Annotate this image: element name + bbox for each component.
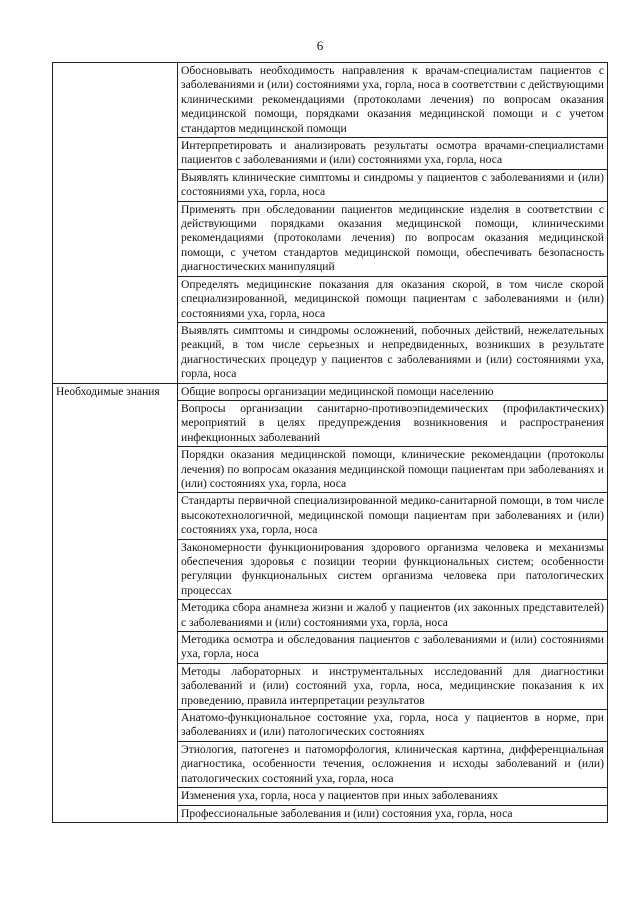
table-cell: Определять медицинские показания для оказания скорой, в том числе скорой специализированной, медицинской помощи пациентам с заболеваниями и (или) состояниями уха, горла, носа xyxy=(178,276,608,322)
requirements-table xyxy=(52,62,608,823)
page-number: 6 xyxy=(316,38,324,53)
row-label-empty xyxy=(53,63,178,384)
table-cell: Порядки оказания медицинской помощи, клинические рекомендации (протоколы лечения) по вопросам оказания медицинской помощи пациентам при заболеваниях и (или) состояниях уха, горла, носа xyxy=(178,447,608,493)
row-label-knowledge: Необходимые знания xyxy=(53,383,178,822)
table-cell: Общие вопросы организации медицинской помощи населению xyxy=(178,383,608,400)
table-cell: Интерпретировать и анализировать результаты осмотра врачами-специалистами пациентов с заболеваниями и (или) состояниями уха, горла, носа xyxy=(178,138,608,170)
table-cell: Стандарты первичной специализированной медико-санитарной помощи, в том числе высокотехнологичной, медицинской помощи пациентам при заболеваниях и (или) состояниях уха, горла, носа xyxy=(178,493,608,539)
table-row xyxy=(53,63,608,138)
table-cell: Методика сбора анамнеза жизни и жалоб у пациентов (их законных представителей) с заболеваниями и (или) состояниями уха, горла, носа xyxy=(178,600,608,632)
table-cell: Методика осмотра и обследования пациентов с заболеваниями и (или) состояниями уха, горла, носа xyxy=(178,632,608,664)
table-cell: Обосновывать необходимость направления к врачам-специалистам пациентов с заболеваниями и (или) состояниями уха, горла, носа в соответствии с действующими клиническими рекомендациями (протоколами лечения) по вопросам оказания медицинской помощи, порядками оказания медицинской помощи и с учетом стандартов медицинской помощи xyxy=(178,63,608,138)
table-cell: Применять при обследовании пациентов медицинские изделия в соответствии с действующими порядками оказания медицинской помощи, клиническими рекомендациями (протоколами лечения) по вопросам оказания медицинской помощи, с учетом стандартов медицинской помощи, обеспечивать безопасность диагностических манипуляций xyxy=(178,201,608,276)
table-row xyxy=(53,383,608,400)
table-cell: Этиология, патогенез и патоморфология, клиническая картина, дифференциальная диагностика, особенности течения, осложнения и исходы заболеваний и (или) патологических состояний уха, горла, носа xyxy=(178,741,608,787)
table-cell: Вопросы организации санитарно-противоэпидемических (профилактических) мероприятий в целях предупреждения возникновения и распространения инфекционных заболеваний xyxy=(178,400,608,446)
table-cell: Закономерности функционирования здорового организма человека и механизмы обеспечения здоровья с позиции теории функциональных систем; особенности регуляции функциональных систем организма человека при патологических процессах xyxy=(178,539,608,600)
table-cell: Анатомо-функциональное состояние уха, горла, носа у пациентов в норме, при заболеваниях и (или) патологических состояниях xyxy=(178,710,608,742)
table-cell: Выявлять клинические симптомы и синдромы у пациентов с заболеваниями и (или) состояниями уха, горла, носа xyxy=(178,169,608,201)
table-cell: Изменения уха, горла, носа у пациентов при иных заболеваниях xyxy=(178,788,608,805)
table-cell: Профессиональные заболевания и (или) состояния уха, горла, носа xyxy=(178,805,608,822)
table-cell: Выявлять симптомы и синдромы осложнений, побочных действий, нежелательных реакций, в том числе серьезных и непредвиденных, возникших в результате диагностических процедур у пациентов с заболеваниями и (или) состояниями уха, горла, носа xyxy=(178,322,608,383)
table-cell: Методы лабораторных и инструментальных исследований для диагностики заболеваний и (или) состояний уха, горла, носа, медицинские показания к их проведению, правила интерпретации результатов xyxy=(178,663,608,709)
